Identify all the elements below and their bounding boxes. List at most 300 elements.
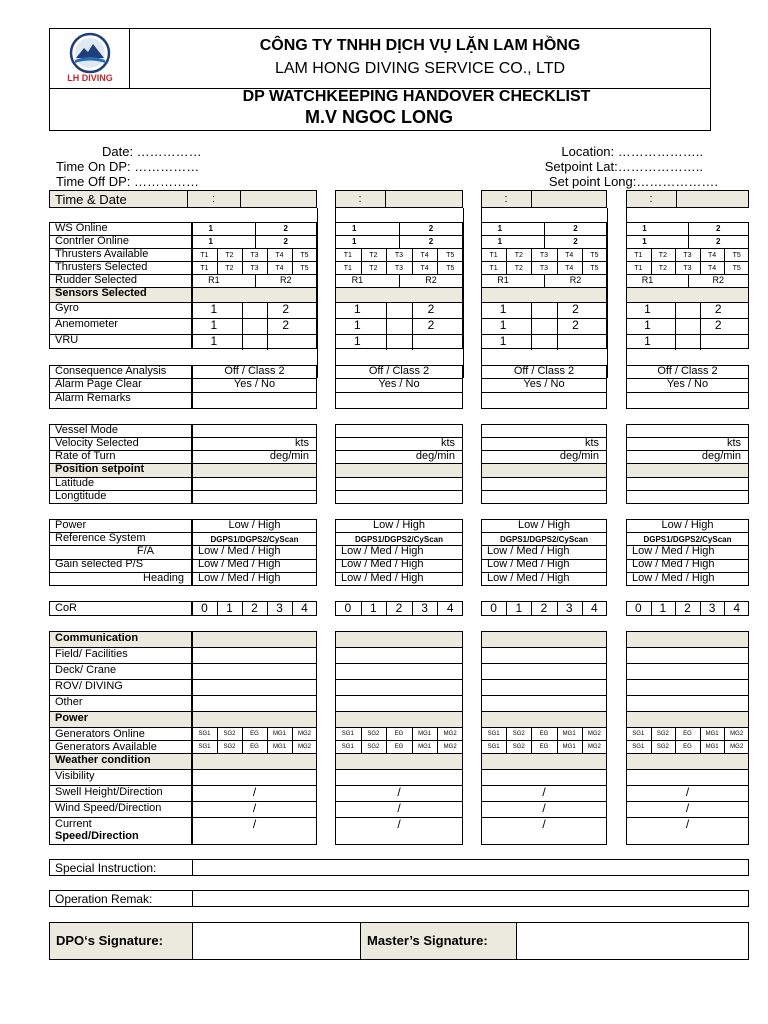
row-divider [335,490,463,491]
generator-1-toggle: SG1 [341,744,354,750]
thruster-5-toggle: T5 [300,252,309,259]
thruster-2-toggle: T2 [514,265,523,272]
thruster-2-toggle: T2 [225,252,234,259]
row-label-generators-available: Generators Available [55,741,157,753]
thruster-5-toggle: T5 [446,252,455,259]
unit-1-value: 1 [208,224,213,233]
thruster-3-toggle: T3 [683,265,692,272]
row-label-power: Power [55,519,87,531]
cor-option-3: 3 [276,601,283,615]
generator-5-toggle: MG2 [297,731,311,737]
operation-remark-input[interactable] [192,890,749,907]
slash-separator: / [252,785,257,799]
section-shade [482,712,606,727]
rate-unit: deg/min [701,450,741,462]
cell-divider [385,190,386,208]
row-divider [192,477,317,478]
row-label-alarm-remarks: Alarm Remarks [55,392,131,404]
cor-option-2: 2 [540,601,548,615]
setpoint-lat-field[interactable]: Setpoint Lat:……………….. [544,159,703,174]
sensor-1: 1 [644,318,651,332]
cell-divider [399,222,400,235]
time-date-colon: : [649,193,653,205]
gain-ps-value: Low / Med / High [198,558,281,570]
row-divider [192,392,317,393]
generator-4-toggle: MG1 [562,744,576,750]
row-divider [335,695,463,696]
row-divider [626,695,749,696]
generator-3-toggle: EG [539,731,549,737]
cell-divider [531,302,532,318]
section-shade [482,288,606,302]
section-shade [193,632,316,647]
generator-4-toggle: MG1 [272,744,286,750]
slash-separator: / [542,817,546,831]
unit-1-value: 1 [208,237,213,246]
section-shade [193,754,316,769]
generator-5-toggle: MG2 [587,744,601,750]
row-divider [335,769,463,770]
slash-separator: / [542,801,546,815]
master-signature-field[interactable] [517,923,748,959]
gain-ps-value: Low / Med / High [487,558,570,570]
sensor-2: 2 [572,302,579,316]
thruster-2-toggle: T2 [514,252,523,259]
section-shade [482,754,606,769]
section-shade [627,754,748,769]
date-field[interactable]: Date: …………… [102,144,202,159]
time-on-dp-field[interactable]: Time On DP: …………… [56,159,200,174]
unit-1-value: 1 [497,237,503,246]
consequence-value: Off / Class 2 [513,365,575,377]
cell-divider [399,235,400,248]
generator-5-toggle: MG2 [730,744,744,750]
row-label-gyro: Gyro [55,302,79,314]
rudder-2: R2 [279,275,292,285]
thruster-4-toggle: T4 [275,252,284,259]
gain-ps-value: Low / Med / High [632,558,715,570]
cor-option-2: 2 [684,601,691,615]
gain-heading-value: Low / Med / High [198,572,281,584]
cell-divider [240,190,241,208]
cell-divider [676,190,677,208]
operation-remark-label: Operation Remak: [55,892,153,906]
cell-divider [531,318,532,334]
cor-option-3: 3 [565,601,573,615]
cell-divider [386,334,387,350]
gain-heading-value: Low / Med / High [341,572,424,584]
row-label-wind: Wind Speed/Direction [55,802,162,814]
cor-option-0: 0 [490,601,497,615]
row-label-thrusters-available: Thrusters Available [55,248,149,260]
generator-2-toggle: SG2 [367,731,380,737]
section-shade [193,288,316,302]
rudder-1: R1 [351,275,364,285]
generator-3-toggle: EG [683,744,692,750]
gain-fa-value: Low / Med / High [632,545,715,557]
row-divider [481,679,607,680]
thruster-5-toggle: T5 [590,252,599,259]
rate-unit: deg/min [559,450,599,462]
thruster-2-toggle: T2 [658,265,667,272]
unit-2-value: 2 [428,237,434,246]
dpo-signature-label: DPO‘s Signature: [56,933,163,948]
power-value: Low / High [661,519,714,531]
row-label-cor: CoR [55,602,78,614]
time-date-label: Time & Date [55,192,127,207]
generator-5-toggle: MG2 [443,731,457,737]
row-label-vru: VRU [55,334,79,346]
cor-option-4: 4 [301,601,308,615]
row-label-velocity-selected: Velocity Selected [55,437,139,449]
row-divider [626,679,749,680]
thruster-3-toggle: T3 [394,252,404,259]
alarm-page-value: Yes / No [523,378,565,390]
row-divider [481,490,607,491]
thruster-4-toggle: T4 [565,265,574,272]
unit-1-value: 1 [351,224,357,233]
cell-divider [675,334,676,350]
unit-2-value: 2 [573,224,578,233]
slash-separator: / [542,785,546,799]
cell-divider [463,208,464,378]
generator-4-toggle: MG1 [272,731,286,737]
generator-4-toggle: MG1 [418,744,432,750]
thruster-1-toggle: T1 [343,252,352,259]
section-shade [482,632,606,647]
special-instruction-input[interactable] [192,859,749,876]
sensor-1: 1 [644,334,651,348]
alarm-page-value: Yes / No [666,378,709,390]
thruster-1-toggle: T1 [634,265,643,272]
thruster-2-toggle: T2 [369,265,378,272]
thruster-2-toggle: T2 [225,265,234,272]
sensor-1: 1 [499,334,507,348]
thruster-4-toggle: T4 [420,265,429,272]
gain-fa-value: Low / Med / High [198,545,281,557]
time-date-colon: : [358,193,362,205]
section-shade [193,712,316,727]
sensor-1: 1 [210,318,218,332]
power-value: Low / High [373,519,425,531]
sensor-2: 2 [282,318,290,332]
sensor-1: 1 [210,302,218,316]
generator-2-toggle: SG2 [656,731,669,737]
cell-divider [544,235,545,248]
rudder-1: R1 [208,275,220,285]
row-divider [335,663,463,664]
time-date-colon: : [504,193,508,205]
cor-option-1: 1 [659,601,667,615]
thruster-3-toggle: T3 [539,265,549,272]
thruster-3-toggle: T3 [250,252,259,259]
generator-5-toggle: MG2 [297,744,311,750]
thruster-1-toggle: T1 [343,265,352,272]
row-divider [481,647,607,648]
gain-fa-value: Low / Med / High [341,545,424,557]
power-value: Low / High [518,519,570,531]
thruster-4-toggle: T4 [708,265,717,272]
unit-2-value: 2 [428,224,434,233]
unit-2-value: 2 [573,237,578,246]
company-logo [60,32,120,86]
sensor-1: 1 [354,318,361,332]
generator-1-toggle: SG1 [487,744,500,750]
sensor-1: 1 [210,334,218,348]
generator-4-toggle: MG1 [705,731,719,737]
cor-option-2: 2 [395,601,403,615]
section-shade [336,464,462,477]
row-label-deck-crane: Deck/ Crane [55,664,117,676]
generator-5-toggle: MG2 [443,744,457,750]
row-divider [481,769,607,770]
cor-option-4: 4 [591,601,598,615]
generator-1-toggle: SG1 [632,731,645,737]
row-divider [481,695,607,696]
row-label-field-facilities: Field/ Facilities [55,648,128,660]
row-label-power-section: Power [55,712,89,724]
alarm-page-value: Yes / No [378,378,420,390]
sensor-2: 2 [714,318,722,332]
generator-5-toggle: MG2 [730,731,744,737]
gain-ps-value: Low / Med / High [341,558,424,570]
cell-divider [242,334,243,350]
row-label-latitude: Latitude [55,477,95,489]
row-label-reference-system: Reference System [55,532,146,544]
slash-separator: / [397,785,401,799]
row-label-alarm-page-clear: Alarm Page Clear [55,378,142,390]
cor-option-0: 0 [201,601,208,615]
row-divider [626,647,749,648]
row-label-anemometer: Anemometer [55,318,118,330]
section-shade [482,464,606,477]
section-shade [193,464,316,477]
logo-text: LH DIVING [67,73,113,83]
cell-divider [531,334,532,350]
section-shade [627,712,748,727]
sensor-2: 2 [714,302,722,316]
rate-unit: deg/min [269,450,309,462]
cor-option-2: 2 [251,601,258,615]
special-instruction-label: Special Instruction: [55,861,157,875]
generator-5-toggle: MG2 [587,731,601,737]
row-label-rudder-selected: Rudder Selected [55,274,137,286]
rudder-1: R1 [497,275,509,285]
time-date-colon: : [211,193,216,205]
thruster-1-toggle: T1 [489,252,498,259]
consequence-value: Off / Class 2 [657,365,718,377]
thruster-2-toggle: T2 [658,252,667,259]
thruster-3-toggle: T3 [394,265,404,272]
thruster-3-toggle: T3 [683,252,692,259]
master-signature-label: Master’s Signature: [367,933,488,948]
cell-divider [242,302,243,318]
thruster-1-toggle: T1 [200,252,209,259]
sensor-2: 2 [427,318,435,332]
section-shade [336,712,462,727]
row-divider [192,769,317,770]
consequence-value: Off / Class 2 [224,365,285,377]
cell-divider [544,222,545,235]
row-divider [626,477,749,478]
row-label-visibility: Visibility [55,770,95,782]
unit-2-value: 2 [716,224,721,233]
cor-option-4: 4 [733,601,741,615]
row-label-gain-ps: Gain selected P/S [55,558,144,570]
row-divider [481,392,607,393]
thruster-5-toggle: T5 [590,265,599,272]
row-divider [335,477,463,478]
location-field[interactable]: Location: ……………….. [561,144,703,159]
time-off-dp-field[interactable]: Time Off DP: …………… [56,174,200,189]
cell-divider [242,318,243,334]
velocity-unit: kts [584,437,599,449]
cell-divider [675,302,676,318]
unit-1-value: 1 [351,237,357,246]
row-divider [192,663,317,664]
row-divider [335,392,463,393]
generator-2-toggle: SG2 [656,744,669,750]
row-label-rate-of-turn: Rate of Turn [55,450,116,462]
reference-value: DGPS1/DGPS2/CyScan [499,535,589,544]
generator-1-toggle: SG1 [341,731,354,737]
row-divider [626,490,749,491]
cor-option-4: 4 [446,601,454,615]
unit-2-value: 2 [716,237,721,246]
cor-option-1: 1 [226,601,233,615]
generator-1-toggle: SG1 [198,731,211,737]
row-label-rov-diving: ROV/ DIVING [55,680,123,692]
cor-option-1: 1 [370,601,377,615]
generator-2-toggle: SG2 [223,744,236,750]
row-label-fa: F/A [136,545,154,557]
row-divider [626,663,749,664]
cell-divider [267,334,268,350]
unit-2-value: 2 [283,237,288,246]
consequence-value: Off / Class 2 [368,365,430,377]
gain-heading-value: Low / Med / High [487,572,570,584]
thruster-3-toggle: T3 [250,265,259,272]
thruster-1-toggle: T1 [489,265,498,272]
row-divider [626,392,749,393]
generator-3-toggle: EG [683,731,692,737]
generator-3-toggle: EG [539,744,549,750]
cell-divider [386,302,387,318]
row-divider [626,769,749,770]
thruster-4-toggle: T4 [420,252,429,259]
section-shade [336,754,462,769]
row-label-swell: Swell Height/Direction [55,786,163,798]
generator-2-toggle: SG2 [367,744,380,750]
thruster-1-toggle: T1 [200,265,209,272]
dpo-signature-field[interactable] [193,923,359,959]
row-label-other: Other [55,696,83,708]
cell-divider [360,922,361,960]
generator-3-toggle: EG [250,731,259,737]
cell-divider [386,318,387,334]
thruster-5-toggle: T5 [300,265,309,272]
generator-3-toggle: EG [394,744,404,750]
section-shade [336,632,462,647]
slash-separator: / [397,817,401,831]
thruster-5-toggle: T5 [732,265,741,272]
generator-2-toggle: SG2 [223,731,236,737]
row-divider [192,695,317,696]
row-label-current: Current [55,818,92,830]
generator-4-toggle: MG1 [418,731,432,737]
cell-divider [688,222,689,235]
unit-1-value: 1 [642,237,647,246]
reference-value: DGPS1/DGPS2/CyScan [643,535,732,544]
cor-option-1: 1 [515,601,523,615]
velocity-unit: kts [440,437,455,449]
thruster-4-toggle: T4 [275,265,284,272]
row-label-position-setpoint: Position setpoint [55,463,145,475]
row-divider [335,647,463,648]
thruster-5-toggle: T5 [732,252,741,259]
cor-option-0: 0 [344,601,352,615]
velocity-unit: kts [294,437,309,449]
section-shade [627,464,748,477]
row-divider [192,647,317,648]
alarm-page-value: Yes / No [233,378,276,390]
rudder-2: R2 [569,275,582,285]
cell-divider [700,334,701,350]
cell-divider [675,318,676,334]
company-name-vi: CÔNG TY TNHH DỊCH VỤ LẶN LAM HỒNG [259,37,581,54]
cell-divider [317,208,318,378]
cell-divider [557,334,558,350]
generator-4-toggle: MG1 [705,744,719,750]
generator-2-toggle: SG2 [512,744,525,750]
section-shade [627,288,748,302]
slash-separator: / [685,801,690,815]
row-label-sensors-selected: Sensors Selected [55,287,147,299]
generator-3-toggle: EG [394,731,404,737]
section-shade [627,632,748,647]
sensor-1: 1 [499,318,507,332]
velocity-unit: kts [726,437,741,449]
row-label-generators-online: Generators Online [55,728,145,740]
row-label-contrler-online: Contrler Online [55,235,129,247]
reference-value: DGPS1/DGPS2/CyScan [354,535,444,544]
slash-separator: / [252,801,257,815]
thruster-4-toggle: T4 [565,252,574,259]
unit-1-value: 1 [497,224,503,233]
thruster-1-toggle: T1 [634,252,643,259]
row-divider [192,679,317,680]
rate-unit: deg/min [415,450,455,462]
row-label-heading: Heading [143,572,184,584]
cell-divider [688,235,689,248]
cell-divider [531,190,532,208]
cell-divider [607,208,608,378]
row-label-speed-direction: Speed/Direction [55,830,139,842]
sensor-2: 2 [572,318,579,332]
thruster-3-toggle: T3 [539,252,549,259]
reference-value: DGPS1/DGPS2/CyScan [210,535,299,544]
setpoint-long-field[interactable]: Set point Long:………………. [548,174,718,189]
row-divider [481,477,607,478]
section-shade [336,288,462,302]
row-label-communication: Communication [55,632,139,644]
thruster-2-toggle: T2 [369,252,378,259]
row-label-ws-online: WS Online [55,222,108,234]
sensor-1: 1 [499,302,507,316]
unit-1-value: 1 [642,224,647,233]
sensor-2: 2 [427,302,435,316]
cor-option-3: 3 [421,601,428,615]
